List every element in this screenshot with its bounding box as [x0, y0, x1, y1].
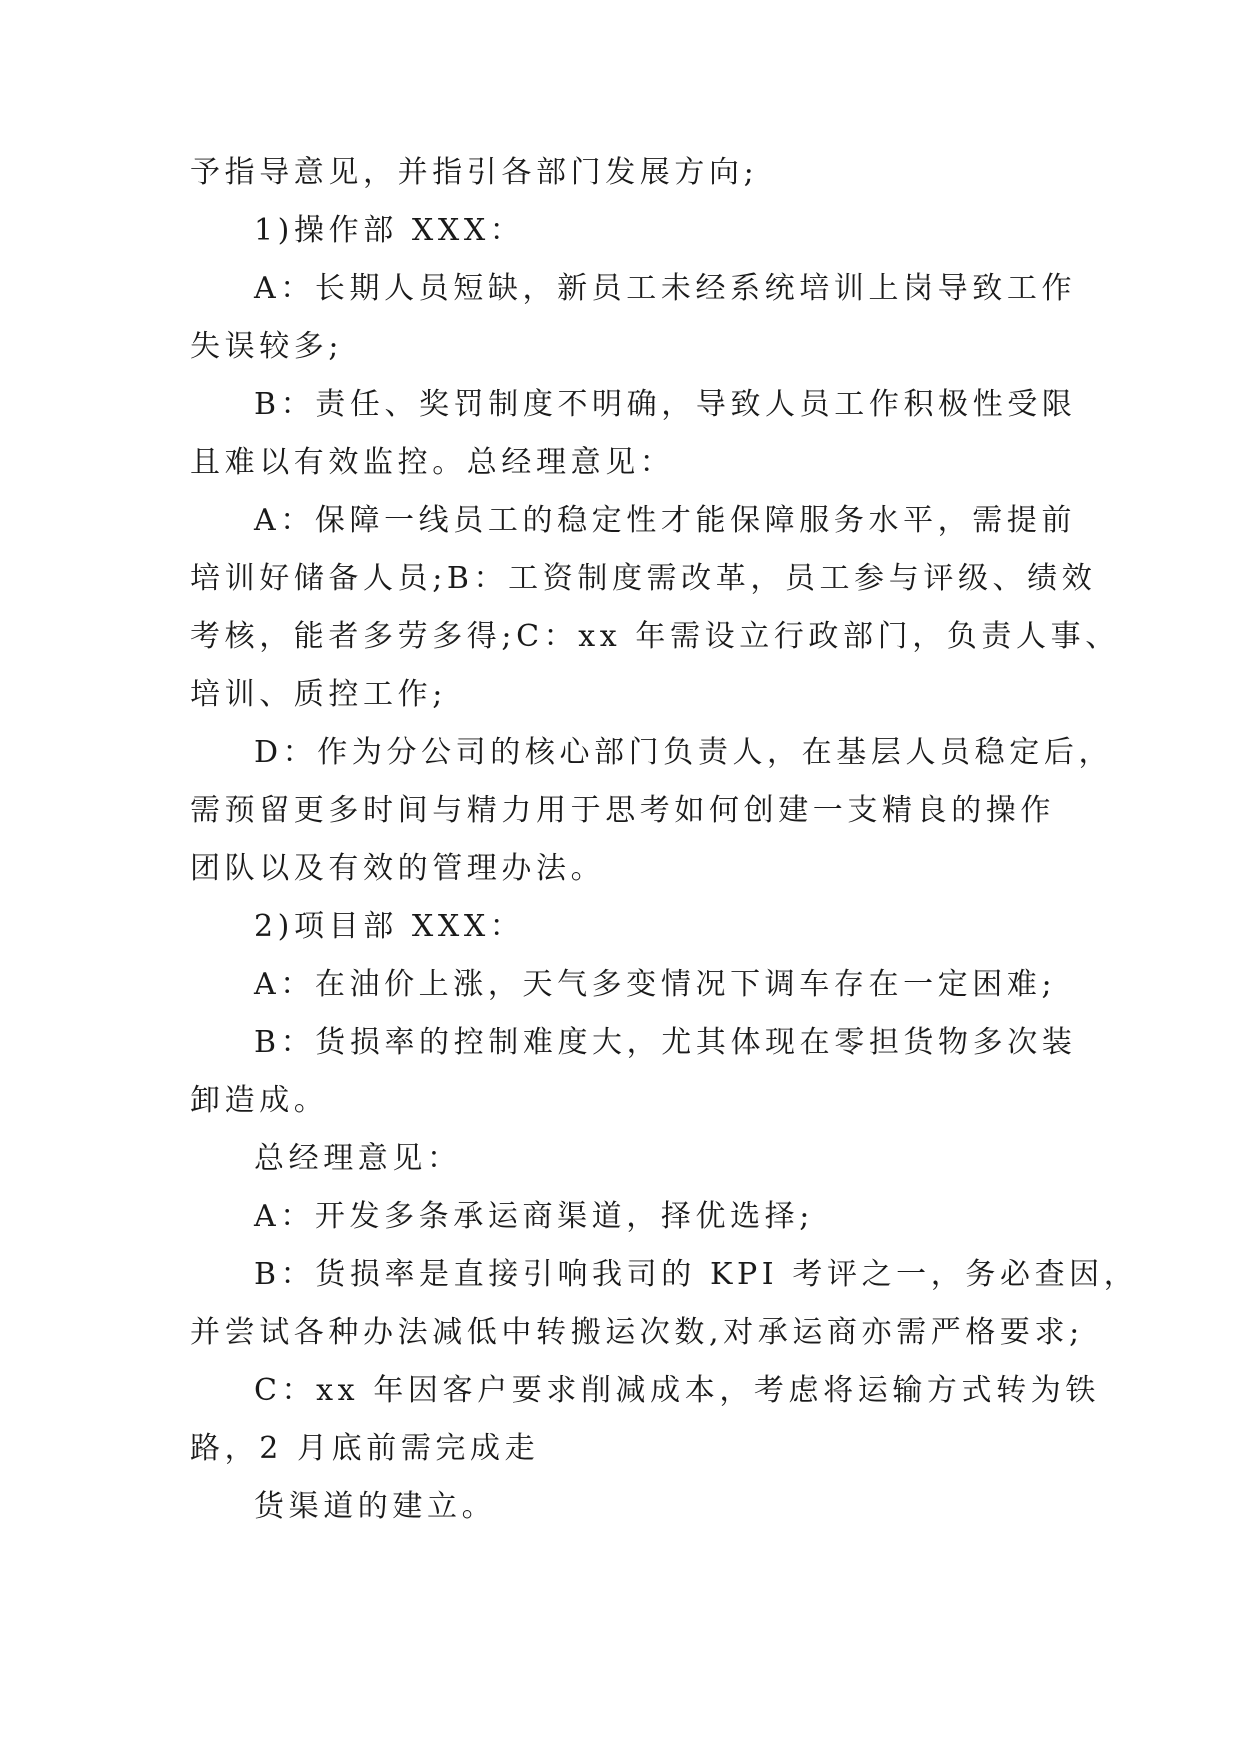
text-line: 且难以有效监控。总经理意见： [190, 445, 675, 480]
text-line: 团队以及有效的管理办法。 [190, 851, 606, 886]
text-line: 培训、质控工作; [190, 677, 447, 712]
text-line: 卸造成。 [190, 1083, 329, 1118]
section-heading-operations: 1)操作部 XXX： [254, 213, 525, 248]
text-line: 失误较多; [190, 329, 344, 364]
text-line: A：长期人员短缺，新员工未经系统培训上岗导致工作 [254, 271, 1077, 306]
text-line: 并尝试各种办法减低中转搬运次数,对承运商亦需严格要求; [190, 1315, 1084, 1350]
text-line: A：在油价上涨，天气多变情况下调车存在一定困难; [254, 967, 1057, 1002]
text-line: 需预留更多时间与精力用于思考如何创建一支精良的操作 [190, 793, 1055, 828]
text-line: D：作为分公司的核心部门负责人，在基层人员稳定后， [254, 735, 1114, 770]
text-line: 路，2 月底前需完成走 [190, 1431, 540, 1466]
text-line: 总经理意见： [254, 1141, 462, 1176]
text-line: 予指导意见，并指引各部门发展方向; [190, 155, 759, 190]
text-line: 考核，能者多劳多得;C：xx 年需设立行政部门，负责人事、 [190, 619, 1120, 654]
text-line: 货渠道的建立。 [254, 1489, 497, 1524]
text-line: C：xx 年因客户要求削减成本，考虑将运输方式转为铁 [254, 1373, 1100, 1408]
section-heading-projects: 2)项目部 XXX： [254, 909, 525, 944]
text-line: A：开发多条承运商渠道，择优选择; [254, 1199, 814, 1234]
text-line: B：货损率的控制难度大，尤其体现在零担货物多次装 [254, 1025, 1077, 1060]
text-line: B：货损率是直接引响我司的 KPI 考评之一，务必查因， [254, 1257, 1139, 1292]
text-line: A：保障一线员工的稳定性才能保障服务水平，需提前 [254, 503, 1077, 538]
text-line: B：责任、奖罚制度不明确，导致人员工作积极性受限 [254, 387, 1077, 422]
text-line: 培训好储备人员;B：工资制度需改革，员工参与评级、绩效 [190, 561, 1097, 596]
